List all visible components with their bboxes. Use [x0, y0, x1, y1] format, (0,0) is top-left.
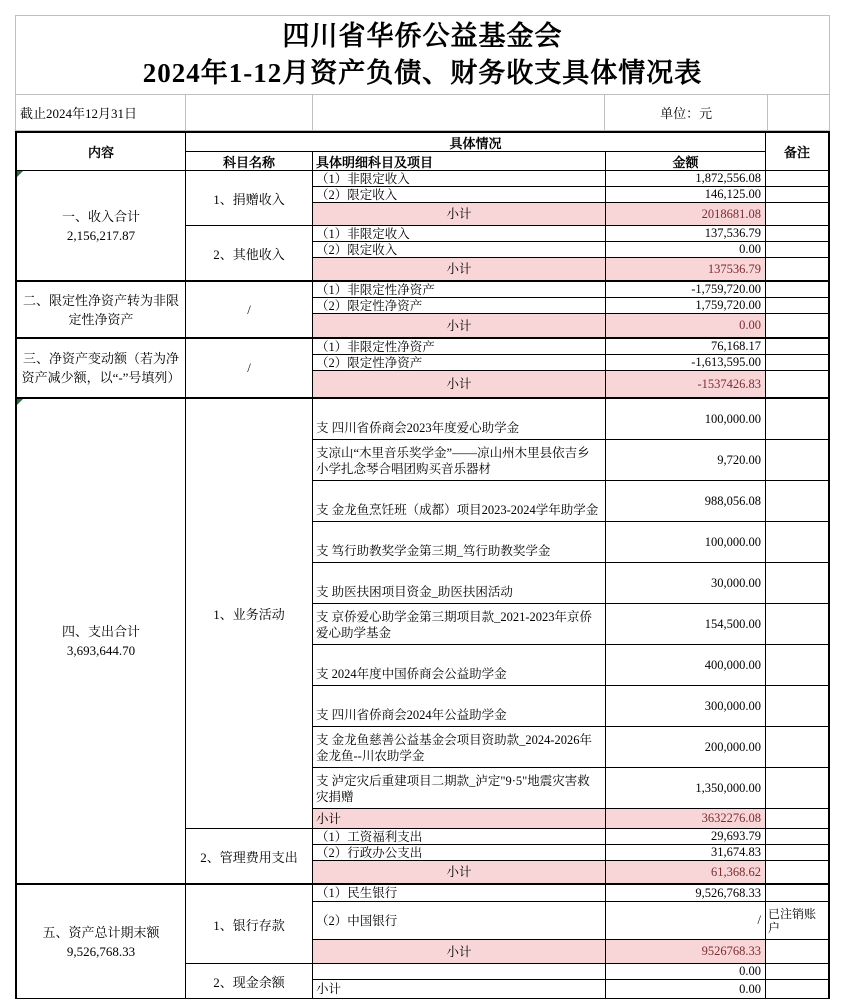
content-cell[interactable]: [17, 171, 186, 280]
remark-cell[interactable]: [766, 481, 828, 521]
amount-cell[interactable]: 300,000.00: [606, 686, 766, 726]
remark-cell[interactable]: [766, 940, 828, 963]
unit-cell[interactable]: 单位：元: [605, 95, 768, 130]
amount-cell[interactable]: 100,000.00: [606, 399, 766, 439]
amount-cell[interactable]: 29,693.79: [606, 829, 766, 844]
amount-cell[interactable]: 61,368.62: [606, 861, 766, 883]
table-row: [313, 282, 828, 298]
content-label-line: 四、支出合计: [61, 624, 140, 639]
subtotal-row: [313, 371, 828, 397]
amount-cell[interactable]: 0.00: [606, 242, 766, 257]
detail-cell[interactable]: 小计: [313, 371, 606, 397]
detail-cell[interactable]: 小计: [313, 940, 606, 963]
detail-cell[interactable]: 支 2024年度中国侨商会公益助学金: [313, 645, 606, 685]
subject-cell[interactable]: 2、其他收入: [186, 226, 313, 280]
detail-cell[interactable]: 支 笃行助教奖学金第三期_笃行助教奖学金: [313, 522, 606, 562]
amount-cell[interactable]: 400,000.00: [606, 645, 766, 685]
remark-cell[interactable]: [766, 203, 828, 225]
remark-cell[interactable]: [766, 845, 828, 860]
header-content-cell[interactable]: 内容: [17, 133, 186, 170]
subject-group: [186, 226, 828, 280]
remark-cell[interactable]: [766, 187, 828, 202]
amount-cell[interactable]: 0.00: [606, 964, 766, 979]
cell-error-triangle-icon: [17, 171, 23, 177]
remark-cell[interactable]: [766, 861, 828, 883]
remark-cell[interactable]: [766, 885, 828, 901]
subtotal-row: [313, 314, 828, 337]
amount-cell[interactable]: 146,125.00: [606, 187, 766, 202]
subject-cell[interactable]: 2、管理费用支出: [186, 829, 313, 883]
subject-group: [186, 885, 828, 964]
table-section: [17, 282, 828, 339]
amount-cell[interactable]: 137536.79: [606, 258, 766, 280]
subject-group: [186, 829, 828, 883]
amount-cell[interactable]: 100,000.00: [606, 522, 766, 562]
amount-cell[interactable]: -1537426.83: [606, 371, 766, 397]
remark-cell[interactable]: [766, 282, 828, 297]
table-row: [313, 187, 828, 203]
empty-cell[interactable]: [186, 95, 313, 130]
content-label-line: 三、净资产变动额（若为净资产减少额，以“-”号填列）: [21, 351, 181, 385]
remark-cell[interactable]: [766, 604, 828, 644]
amount-cell[interactable]: 9,526,768.33: [606, 885, 766, 901]
remark-cell[interactable]: [766, 563, 828, 603]
section-groups: [186, 339, 828, 397]
detail-cell[interactable]: （1）非限定收入: [313, 226, 606, 241]
section-groups: [186, 282, 828, 337]
content-label-line: 9,526,768.33: [66, 943, 136, 959]
table-row: [313, 226, 828, 242]
amount-cell[interactable]: 1,759,720.00: [606, 298, 766, 313]
remark-cell[interactable]: [766, 171, 828, 186]
group-rows: [313, 226, 828, 280]
report-title-line1: 四川省华侨公益基金会: [282, 21, 563, 51]
amount-cell[interactable]: 2018681.08: [606, 203, 766, 225]
table-row: [313, 686, 828, 727]
detail-cell[interactable]: （1）非限定性净资产: [313, 282, 606, 297]
cell-error-triangle-icon: [17, 399, 23, 405]
amount-cell[interactable]: 1,872,556.08: [606, 171, 766, 186]
table-row: [313, 440, 828, 481]
table-row: [313, 481, 828, 522]
content-label-line: 一、收入合计: [61, 208, 140, 224]
amount-cell[interactable]: 30,000.00: [606, 563, 766, 603]
subtotal-row: [313, 258, 828, 280]
remark-cell[interactable]: [766, 226, 828, 241]
amount-cell[interactable]: 9526768.33: [606, 940, 766, 963]
subject-cell[interactable]: 1、业务活动: [186, 399, 313, 828]
remark-cell[interactable]: [766, 768, 828, 808]
detail-cell[interactable]: 支 助医扶困项目资金_助医扶困活动: [313, 563, 606, 603]
subject-cell[interactable]: /: [186, 339, 313, 397]
table-row: [313, 964, 828, 980]
section-groups: [186, 399, 828, 883]
detail-cell[interactable]: （2）限定性净资产: [313, 298, 606, 313]
header-remark-cell[interactable]: 备注: [783, 145, 810, 160]
meta-row: [15, 95, 830, 131]
header-amount-cell[interactable]: 金额: [672, 154, 699, 170]
remark-cell[interactable]: [766, 371, 828, 397]
table-row: [313, 298, 828, 314]
amount-cell[interactable]: /: [606, 902, 766, 939]
remark-cell[interactable]: [766, 399, 828, 439]
content-label-line: 3,693,644.70: [66, 643, 136, 658]
content-cell[interactable]: [17, 885, 186, 998]
subject-cell[interactable]: 1、捐赠收入: [186, 171, 313, 225]
table-row: [313, 399, 828, 440]
group-rows: [313, 171, 828, 225]
empty-cell[interactable]: [768, 95, 830, 130]
subject-group: [186, 964, 828, 998]
amount-cell[interactable]: 137,536.79: [606, 226, 766, 241]
section-groups: [186, 171, 828, 280]
amount-cell[interactable]: 9,720.00: [606, 440, 766, 480]
table-body: [17, 171, 828, 998]
header-middle: [186, 133, 766, 170]
header-detail-cell[interactable]: 具体明细科目及项目: [313, 152, 606, 170]
amount-cell[interactable]: 1,350,000.00: [606, 768, 766, 808]
amount-cell[interactable]: 200,000.00: [606, 727, 766, 767]
remark-cell[interactable]: [766, 727, 828, 767]
subject-cell[interactable]: /: [186, 282, 313, 337]
content-cell[interactable]: [17, 339, 186, 397]
detail-cell[interactable]: （2）行政办公支出: [313, 845, 606, 860]
table-row: [313, 563, 828, 604]
remark-cell[interactable]: [766, 355, 828, 370]
table-row: [313, 645, 828, 686]
table-row: [313, 768, 828, 809]
table-row: [313, 522, 828, 563]
subject-group: [186, 399, 828, 829]
empty-cell[interactable]: [313, 95, 606, 130]
remark-cell[interactable]: [766, 809, 828, 828]
amount-cell[interactable]: 154,500.00: [606, 604, 766, 644]
content-label-line: 2,156,217.87: [66, 227, 136, 243]
asof-date-cell[interactable]: 截止2024年12月31日: [16, 95, 186, 130]
remark-cell[interactable]: [766, 686, 828, 726]
detail-cell[interactable]: （2）中国银行: [313, 902, 606, 939]
table-section: [17, 399, 828, 885]
subtotal-row: [313, 203, 828, 225]
subject-cell[interactable]: 2、现金余额: [186, 964, 313, 998]
content-label-line: 五、资产总计期末额: [42, 924, 160, 940]
amount-cell[interactable]: 0.00: [606, 314, 766, 337]
remark-cell[interactable]: [766, 339, 828, 354]
subtotal-row: [313, 861, 828, 883]
detail-cell[interactable]: （2）限定收入: [313, 242, 606, 257]
remark-cell[interactable]: [766, 645, 828, 685]
remark-cell[interactable]: 已注销账户: [768, 906, 817, 935]
content-cell[interactable]: [17, 282, 186, 337]
detail-cell[interactable]: 支 泸定灾后重建项目二期款_泸定"9·5"地震灾害救灾捐赠: [313, 768, 606, 808]
table-row: [313, 604, 828, 645]
remark-cell[interactable]: [766, 242, 828, 257]
amount-cell[interactable]: 0.00: [606, 980, 766, 998]
group-rows: [313, 964, 828, 998]
remark-cell[interactable]: [766, 258, 828, 280]
amount-cell[interactable]: -1,613,595.00: [606, 355, 766, 370]
table-section: [17, 339, 828, 399]
group-rows: [313, 339, 828, 397]
table-row: [313, 902, 828, 940]
subject-group: [186, 171, 828, 226]
table-section: [17, 885, 828, 998]
table-row: [313, 829, 828, 845]
amount-cell[interactable]: 3632276.08: [606, 809, 766, 828]
detail-cell[interactable]: 支 四川省侨商会2023年度爱心助学金: [313, 399, 606, 439]
table-row: [313, 885, 828, 902]
header-detail-group-cell[interactable]: 具体情况: [186, 133, 765, 152]
detail-cell[interactable]: 支凉山“木里音乐奖学金”——凉山州木里县依吉乡小学扎念琴合唱团购买音乐器材: [313, 440, 606, 480]
spreadsheet: [15, 15, 830, 999]
table-row: [313, 242, 828, 258]
table-row: [313, 727, 828, 768]
report-title-cell[interactable]: [15, 15, 830, 95]
detail-cell[interactable]: 小计: [313, 314, 606, 337]
remark-cell[interactable]: [766, 980, 828, 998]
detail-cell[interactable]: 小计: [313, 203, 606, 225]
table-row: [313, 980, 828, 998]
amount-cell[interactable]: 988,056.08: [606, 481, 766, 521]
table-header: [17, 133, 828, 171]
detail-cell[interactable]: 支 京侨爱心助学金第三期项目款_2021-2023年京侨爱心助学基金: [313, 604, 606, 644]
group-rows: [313, 885, 828, 963]
remark-cell[interactable]: [766, 440, 828, 480]
group-rows: [313, 282, 828, 337]
group-rows: [313, 399, 828, 828]
remark-cell[interactable]: [766, 829, 828, 844]
remark-cell[interactable]: [766, 298, 828, 313]
remark-cell[interactable]: [766, 314, 828, 337]
remark-cell[interactable]: [766, 522, 828, 562]
content-cell[interactable]: [17, 399, 186, 883]
table-row: [313, 355, 828, 371]
subtotal-row: [313, 809, 828, 828]
detail-cell[interactable]: （1）工资福利支出: [313, 829, 606, 844]
amount-cell[interactable]: -1,759,720.00: [606, 282, 766, 297]
subject-group: [186, 339, 828, 397]
table-section: [17, 171, 828, 282]
financial-table: [15, 131, 830, 999]
section-groups: [186, 885, 828, 998]
report-title-line2: 2024年1-12月资产负债、财务收支具体情况表: [142, 58, 703, 88]
detail-cell[interactable]: （1）非限定性净资产: [313, 339, 606, 354]
header-subrow: [186, 152, 765, 170]
detail-cell[interactable]: 小计: [313, 809, 606, 828]
subtotal-row: [313, 940, 828, 963]
detail-cell[interactable]: （2）限定收入: [313, 187, 606, 202]
detail-cell[interactable]: （2）限定性净资产: [313, 355, 606, 370]
table-row: [313, 339, 828, 355]
group-rows: [313, 829, 828, 883]
detail-cell[interactable]: 支 四川省侨商会2024年公益助学金: [313, 686, 606, 726]
detail-cell[interactable]: 小计: [313, 980, 606, 998]
detail-cell[interactable]: 小计: [313, 258, 606, 280]
subject-group: [186, 282, 828, 337]
detail-cell[interactable]: 小计: [313, 861, 606, 883]
remark-cell[interactable]: [766, 964, 828, 979]
subject-cell[interactable]: 1、银行存款: [186, 885, 313, 963]
detail-cell[interactable]: （1）民生银行: [313, 885, 606, 901]
detail-cell[interactable]: 支 金龙鱼慈善公益基金会项目资助款_2024-2026年金龙鱼--川农助学金: [313, 727, 606, 767]
header-subject-cell[interactable]: 科目名称: [186, 152, 313, 170]
detail-cell[interactable]: [313, 964, 606, 979]
content-label-line: 二、限定性净资产转为非限定性净资产: [22, 292, 179, 327]
amount-cell[interactable]: 76,168.17: [606, 339, 766, 354]
table-row: [313, 171, 828, 187]
amount-cell[interactable]: 31,674.83: [606, 845, 766, 860]
table-row: [313, 845, 828, 861]
detail-cell[interactable]: 支 金龙鱼烹饪班（成都）项目2023-2024学年助学金: [313, 481, 606, 521]
detail-cell[interactable]: （1）非限定收入: [313, 171, 606, 186]
